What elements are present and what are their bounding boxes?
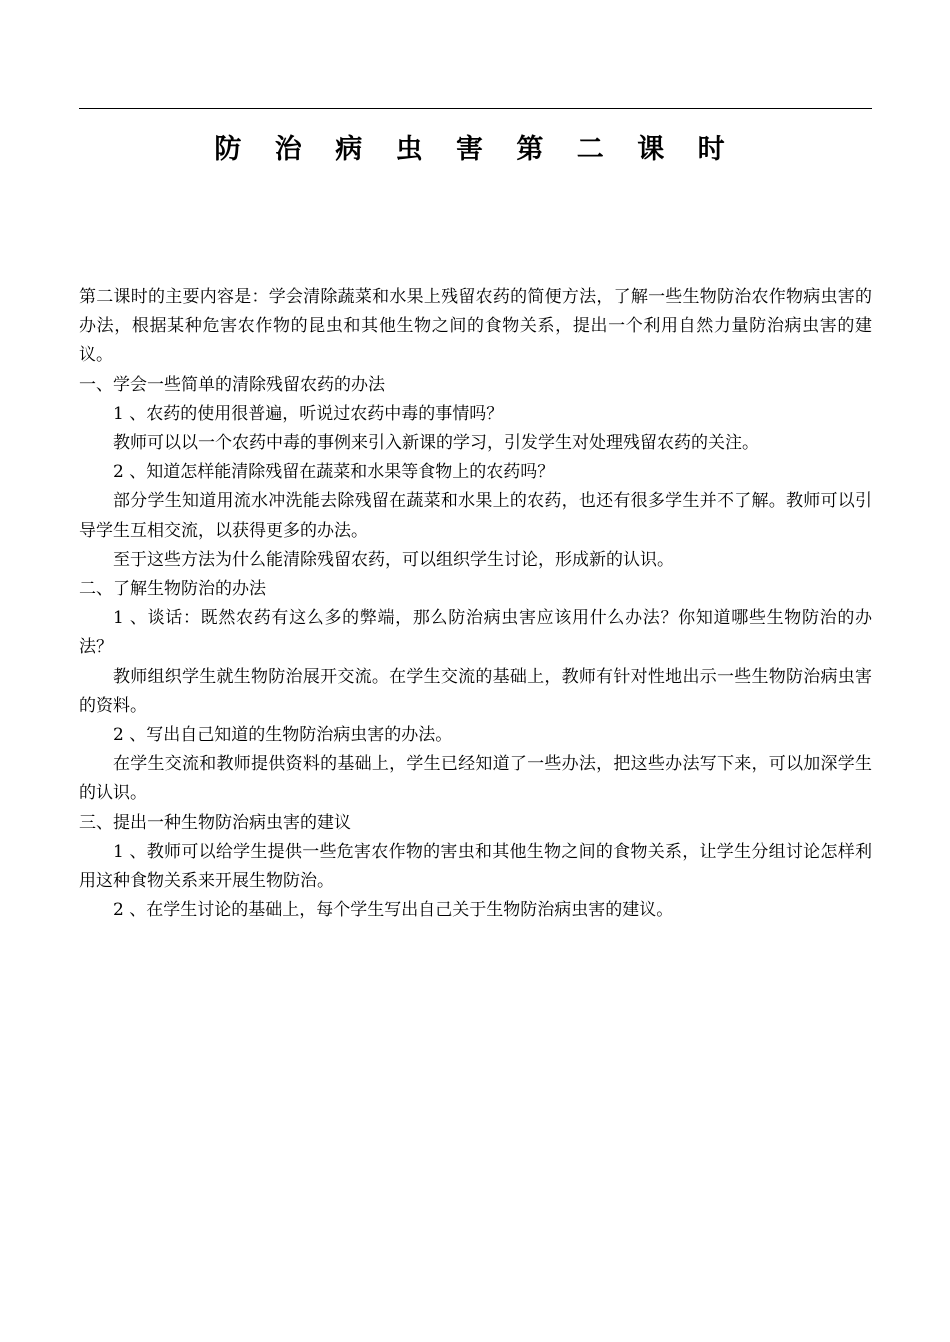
header-rule [79, 108, 872, 109]
body-paragraph: 部分学生知道用流水冲洗能去除残留在蔬菜和水果上的农药，也还有很多学生并不了解。教师可以引导学生互相交流，以获得更多的办法。 [79, 491, 872, 541]
list-item: 1 、教师可以给学生提供一些危害农作物的害虫和其他生物之间的食物关系，让学生分组讨论怎样利用这种食物关系来开展生物防治。 [79, 841, 872, 892]
section-heading-2: 二、了解生物防治的办法 [79, 579, 266, 600]
document-body [79, 283, 872, 925]
list-item: 1 、农药的使用很普遍，听说过农药中毒的事情吗？ [113, 403, 504, 424]
intro-paragraph: 第二课时的主要内容是：学会清除蔬菜和水果上残留农药的简便方法，了解一些生物防治农作物病虫害的办法，根据某种危害农作物的昆虫和其他生物之间的食物关系，提出一个利用自然力量防治病虫害的建议。 [79, 287, 872, 366]
list-item: 2 、知道怎样能清除残留在蔬菜和水果等食物上的农药吗？ [113, 462, 555, 483]
section-heading-3: 三、提出一种生物防治病虫害的建议 [79, 812, 351, 833]
body-paragraph: 教师组织学生就生物防治展开交流。在学生交流的基础上，教师有针对性地出示一些生物防治病虫害的资料。 [79, 666, 872, 716]
section-heading-1: 一、学会一些简单的清除残留农药的办法 [79, 374, 385, 395]
list-item: 1 、谈话：既然农药有这么多的弊端，那么防治病虫害应该用什么办法？你知道哪些生物防治的办法？ [79, 608, 872, 658]
body-paragraph: 在学生交流和教师提供资料的基础上，学生已经知道了一些办法，把这些办法写下来，可以加深学生的认识。 [79, 754, 872, 804]
body-paragraph: 教师可以以一个农药中毒的事例来引入新课的学习，引发学生对处理残留农药的关注。 [113, 433, 759, 454]
body-paragraph: 至于这些方法为什么能清除残留农药，可以组织学生讨论，形成新的认识。 [113, 549, 674, 570]
list-item: 2 、写出自己知道的生物防治病虫害的办法。 [113, 725, 453, 746]
list-item: 2 、在学生讨论的基础上，每个学生写出自己关于生物防治病虫害的建议。 [113, 900, 674, 921]
document-title: 防 治 病 虫 害 第 二 课 时 [214, 134, 737, 165]
